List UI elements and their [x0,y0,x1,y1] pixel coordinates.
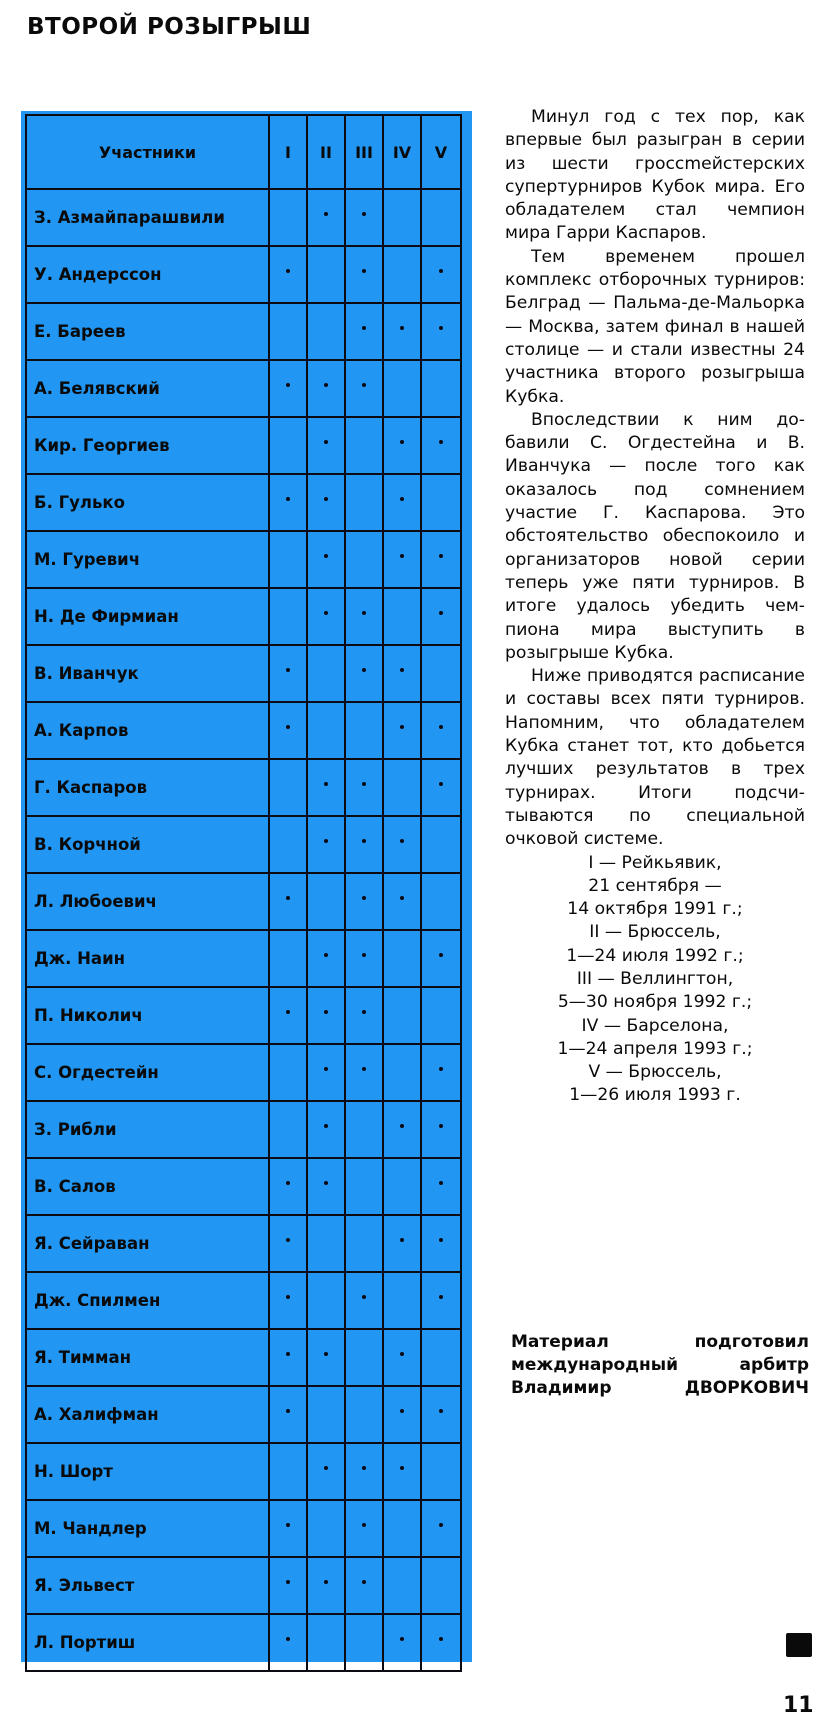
participation-dot-icon [400,1637,404,1641]
table-row [26,1614,461,1671]
participation-cell-tournament-5 [421,246,461,303]
participation-dot-icon [324,953,328,957]
participation-dot-icon [286,1409,290,1413]
participation-dot-icon [400,440,404,444]
table-row [26,1500,461,1557]
participation-cell-tournament-2 [307,987,345,1044]
participation-cell-tournament-2 [307,360,345,417]
table-row [26,645,461,702]
participation-cell-tournament-2 [307,1272,345,1329]
participation-cell-tournament-4 [383,1272,421,1329]
participant-name: П. Николич [26,987,269,1044]
participation-cell-tournament-3 [345,474,383,531]
participation-cell-tournament-2 [307,1101,345,1158]
participation-dot-icon [400,1124,404,1128]
table-row [26,1557,461,1614]
participation-cell-tournament-5 [421,1614,461,1671]
participation-dot-icon [286,269,290,273]
participation-dot-icon [362,1067,366,1071]
participation-dot-icon [324,1181,328,1185]
participation-cell-tournament-2 [307,1443,345,1500]
participation-cell-tournament-1 [269,417,307,474]
participation-dot-icon [400,668,404,672]
participation-dot-icon [324,212,328,216]
table-row [26,1215,461,1272]
column-header-tournament-5: V [421,115,461,189]
participation-cell-tournament-3 [345,1215,383,1272]
participation-dot-icon [439,1238,443,1242]
participation-dot-icon [362,212,366,216]
participant-name: М. Гуревич [26,531,269,588]
participation-cell-tournament-5 [421,702,461,759]
participation-cell-tournament-1 [269,816,307,873]
participant-name: З. Рибли [26,1101,269,1158]
participation-cell-tournament-4 [383,702,421,759]
participation-dot-icon [400,1238,404,1242]
participation-dot-icon [362,782,366,786]
participant-name: Кир. Георгиев [26,417,269,474]
participation-cell-tournament-3 [345,246,383,303]
participation-dot-icon [286,1295,290,1299]
table-row [26,1272,461,1329]
participation-cell-tournament-4 [383,588,421,645]
table-row [26,1443,461,1500]
participation-cell-tournament-4 [383,987,421,1044]
participation-cell-tournament-5 [421,930,461,987]
schedule-tournament: III — Веллингтон, [576,968,734,989]
schedule-tournament: V — Брюссель, [588,1062,722,1083]
participation-cell-tournament-4 [383,1443,421,1500]
participation-cell-tournament-2 [307,1386,345,1443]
participation-cell-tournament-5 [421,360,461,417]
participation-dot-icon [362,896,366,900]
participation-dot-icon [400,839,404,843]
participation-cell-tournament-2 [307,1329,345,1386]
schedule-dates: 21 сентября — [588,875,722,896]
participation-dot-icon [439,611,443,615]
participation-cell-tournament-1 [269,1158,307,1215]
participants-table [25,114,462,1672]
participation-dot-icon [286,1238,290,1242]
participation-cell-tournament-1 [269,1044,307,1101]
participation-dot-icon [286,896,290,900]
participant-name: Б. Гулько [26,474,269,531]
participation-cell-tournament-2 [307,645,345,702]
participation-dot-icon [286,668,290,672]
participation-cell-tournament-1 [269,1500,307,1557]
participation-cell-tournament-1 [269,1215,307,1272]
participation-cell-tournament-3 [345,1443,383,1500]
participation-dot-icon [439,725,443,729]
participation-dot-icon [286,497,290,501]
participation-cell-tournament-5 [421,1500,461,1557]
credit-line: международный арбитр [511,1355,809,1375]
participant-name: Я. Сейраван [26,1215,269,1272]
participation-cell-tournament-1 [269,759,307,816]
column-header-tournament-1: I [269,115,307,189]
participation-cell-tournament-1 [269,645,307,702]
participation-dot-icon [362,611,366,615]
table-row [26,1101,461,1158]
participation-cell-tournament-4 [383,303,421,360]
credit-line: Владимир ДВОРКОВИЧ [511,1378,809,1398]
participation-cell-tournament-4 [383,1557,421,1614]
participation-dot-icon [400,1409,404,1413]
participation-dot-icon [362,1466,366,1470]
participation-cell-tournament-3 [345,873,383,930]
participation-cell-tournament-1 [269,1386,307,1443]
participation-dot-icon [324,839,328,843]
participant-name: С. Огдестейн [26,1044,269,1101]
participation-cell-tournament-4 [383,1158,421,1215]
participation-cell-tournament-1 [269,531,307,588]
participation-cell-tournament-3 [345,1158,383,1215]
participation-cell-tournament-5 [421,1044,461,1101]
participation-cell-tournament-2 [307,1557,345,1614]
participation-cell-tournament-4 [383,759,421,816]
schedule-dates: 1—24 апреля 1993 г.; [557,1038,753,1059]
article-paragraph: Ниже приводятся расписание и составы всех пяти турниров. Напомним, что обладателем Кубка станет тот, кто добьется лучших результатов в трех турнирах. Итоги подсчитываются по специальной очковой системе. [505,666,805,850]
participant-name: У. Андерссон [26,246,269,303]
participation-cell-tournament-4 [383,645,421,702]
participation-cell-tournament-4 [383,1386,421,1443]
participation-dot-icon [362,1295,366,1299]
participation-dot-icon [286,1010,290,1014]
participation-cell-tournament-4 [383,1044,421,1101]
participation-dot-icon [286,1523,290,1527]
participation-cell-tournament-5 [421,987,461,1044]
participation-dot-icon [439,782,443,786]
participation-dot-icon [439,1637,443,1641]
participation-cell-tournament-2 [307,1500,345,1557]
participation-cell-tournament-1 [269,1272,307,1329]
participation-cell-tournament-2 [307,702,345,759]
participation-cell-tournament-2 [307,588,345,645]
table-row [26,930,461,987]
participation-dot-icon [362,383,366,387]
participation-dot-icon [439,269,443,273]
participation-cell-tournament-2 [307,1158,345,1215]
participation-cell-tournament-2 [307,930,345,987]
schedule-tournament: I — Рейкьявик, [588,852,722,873]
participation-cell-tournament-4 [383,1215,421,1272]
table-row [26,987,461,1044]
participation-dot-icon [400,554,404,558]
participation-cell-tournament-5 [421,1101,461,1158]
participation-cell-tournament-1 [269,246,307,303]
participation-dot-icon [362,953,366,957]
participation-cell-tournament-3 [345,1386,383,1443]
participation-dot-icon [439,440,443,444]
participation-cell-tournament-1 [269,1614,307,1671]
participant-name: В. Иванчук [26,645,269,702]
participation-cell-tournament-2 [307,1614,345,1671]
participation-cell-tournament-3 [345,360,383,417]
end-of-article-square-icon [786,1633,812,1657]
credit-line: Материал подготовил [511,1332,809,1352]
participant-name: А. Белявский [26,360,269,417]
table-body [26,189,461,1671]
participation-dot-icon [324,1466,328,1470]
participant-name: В. Корчной [26,816,269,873]
participation-dot-icon [400,497,404,501]
participation-dot-icon [439,1295,443,1299]
participation-cell-tournament-1 [269,1557,307,1614]
participation-cell-tournament-2 [307,1215,345,1272]
table-row [26,873,461,930]
participation-dot-icon [324,554,328,558]
participation-dot-icon [324,1580,328,1584]
table-row [26,189,461,246]
participation-cell-tournament-5 [421,1557,461,1614]
participant-name: Дж. Наин [26,930,269,987]
participation-dot-icon [439,1523,443,1527]
participation-dot-icon [439,953,443,957]
participant-name: Я. Тимман [26,1329,269,1386]
table-row [26,1329,461,1386]
participation-dot-icon [400,1466,404,1470]
article-column [505,106,805,1108]
tournament-schedule [505,852,805,1108]
participation-cell-tournament-4 [383,1101,421,1158]
participation-cell-tournament-5 [421,588,461,645]
participation-dot-icon [400,1352,404,1356]
participation-cell-tournament-5 [421,417,461,474]
participation-cell-tournament-3 [345,303,383,360]
participant-name: В. Салов [26,1158,269,1215]
participation-cell-tournament-4 [383,873,421,930]
participation-cell-tournament-3 [345,417,383,474]
participation-dot-icon [286,1352,290,1356]
participation-cell-tournament-3 [345,987,383,1044]
participation-dot-icon [362,839,366,843]
participation-cell-tournament-5 [421,189,461,246]
table-row [26,417,461,474]
participant-name: Л. Портиш [26,1614,269,1671]
participation-cell-tournament-4 [383,1500,421,1557]
participation-cell-tournament-5 [421,1215,461,1272]
participation-dot-icon [286,1181,290,1185]
table-row [26,1158,461,1215]
participation-cell-tournament-3 [345,759,383,816]
participation-cell-tournament-2 [307,759,345,816]
participation-dot-icon [324,497,328,501]
headline: ВТОРОЙ РОЗЫГРЫШ [27,14,312,40]
participation-cell-tournament-5 [421,816,461,873]
table-row [26,531,461,588]
table-row [26,474,461,531]
participation-cell-tournament-2 [307,303,345,360]
participation-cell-tournament-5 [421,303,461,360]
participation-cell-tournament-5 [421,1272,461,1329]
participant-name: А. Карпов [26,702,269,759]
participation-cell-tournament-2 [307,246,345,303]
participant-name: А. Халифман [26,1386,269,1443]
participant-name: Н. Шорт [26,1443,269,1500]
participation-dot-icon [362,668,366,672]
participation-cell-tournament-3 [345,189,383,246]
participation-cell-tournament-5 [421,474,461,531]
participation-dot-icon [324,1010,328,1014]
article-paragraph: Минул год с тех пор, как впервые был разыгран в серии из шести гроссmейстерских супертурниров Кубок мира. Его обладателем стал чемпион мира Гарри Каспаров. [505,107,805,244]
participation-cell-tournament-2 [307,417,345,474]
participation-cell-tournament-4 [383,816,421,873]
participation-dot-icon [286,725,290,729]
participation-cell-tournament-1 [269,189,307,246]
participation-dot-icon [324,611,328,615]
participation-dot-icon [400,725,404,729]
participation-cell-tournament-3 [345,1044,383,1101]
participation-cell-tournament-3 [345,1500,383,1557]
column-header-tournament-2: II [307,115,345,189]
participation-dot-icon [324,782,328,786]
participation-dot-icon [439,1067,443,1071]
schedule-dates: 1—24 июля 1992 г.; [566,945,744,966]
column-header-participants: Участники [26,115,269,189]
table-row [26,816,461,873]
participation-dot-icon [324,383,328,387]
article-paragraph: Тем временем прошел комплекс отборочных турниров: Белград — Пальма-де-Мальорка — Москва, затем финал в нашей столице — и стали известны 24 участника второго розыгрыша Кубка. [505,246,805,407]
participation-dot-icon [439,554,443,558]
table-header-row [26,115,461,189]
participation-cell-tournament-3 [345,531,383,588]
participation-dot-icon [439,1124,443,1128]
table-row [26,1044,461,1101]
participant-name: Дж. Спилмен [26,1272,269,1329]
participation-cell-tournament-4 [383,246,421,303]
participation-cell-tournament-3 [345,1557,383,1614]
participation-cell-tournament-3 [345,1272,383,1329]
participation-cell-tournament-5 [421,1386,461,1443]
participation-cell-tournament-5 [421,1158,461,1215]
schedule-tournament: II — Брюссель, [589,922,721,943]
participation-cell-tournament-5 [421,1329,461,1386]
participation-dot-icon [362,269,366,273]
participation-cell-tournament-2 [307,531,345,588]
schedule-dates: 1—26 июля 1993 г. [569,1085,741,1106]
participation-dot-icon [400,896,404,900]
participation-cell-tournament-5 [421,531,461,588]
participation-cell-tournament-1 [269,702,307,759]
participation-cell-tournament-4 [383,189,421,246]
participation-cell-tournament-3 [345,1614,383,1671]
table-row [26,1386,461,1443]
participation-cell-tournament-2 [307,873,345,930]
participation-dot-icon [362,1010,366,1014]
participant-name: Я. Эльвест [26,1557,269,1614]
participation-dot-icon [324,1352,328,1356]
participation-cell-tournament-1 [269,873,307,930]
participant-name: З. Азмайпарашвили [26,189,269,246]
participation-cell-tournament-1 [269,1329,307,1386]
participation-cell-tournament-3 [345,1101,383,1158]
table-row [26,246,461,303]
participation-dot-icon [286,383,290,387]
participation-cell-tournament-4 [383,360,421,417]
participant-name: Н. Де Фирмиан [26,588,269,645]
table-row [26,759,461,816]
participation-dot-icon [439,1181,443,1185]
participation-cell-tournament-4 [383,1614,421,1671]
participation-cell-tournament-3 [345,930,383,987]
article-paragraph: Впоследствии к ним добавили С. Огдестейна и В. Иванчука — после того как оказалось под сомнением участие Г. Каспарова. Это обстоятельство обеспокоило и организаторов новой серии теперь уже пяти турниров. В итоге удалось убедить чемпиона мира выступить в розыгрыше Кубка. [505,409,805,663]
participation-cell-tournament-5 [421,873,461,930]
author-credit [511,1331,809,1400]
participation-dot-icon [324,440,328,444]
participation-cell-tournament-1 [269,1101,307,1158]
participation-dot-icon [439,1409,443,1413]
participation-dot-icon [286,1637,290,1641]
participant-name: Г. Каспаров [26,759,269,816]
participation-cell-tournament-3 [345,702,383,759]
participation-dot-icon [324,1124,328,1128]
participation-dot-icon [362,1580,366,1584]
column-header-tournament-3: III [345,115,383,189]
participation-cell-tournament-2 [307,474,345,531]
participation-cell-tournament-4 [383,474,421,531]
participation-cell-tournament-5 [421,1443,461,1500]
participation-cell-tournament-4 [383,1329,421,1386]
column-header-tournament-4: IV [383,115,421,189]
participation-cell-tournament-4 [383,531,421,588]
schedule-dates: 14 октября 1991 г.; [567,899,743,920]
participation-cell-tournament-4 [383,930,421,987]
participation-dot-icon [400,326,404,330]
participation-dot-icon [362,326,366,330]
participation-cell-tournament-2 [307,189,345,246]
page-number: 11 [783,1693,814,1718]
participation-dot-icon [286,1580,290,1584]
participant-name: М. Чандлер [26,1500,269,1557]
participation-cell-tournament-1 [269,360,307,417]
participation-cell-tournament-1 [269,303,307,360]
participation-cell-tournament-4 [383,417,421,474]
participation-cell-tournament-3 [345,588,383,645]
schedule-tournament: IV — Барселона, [581,1015,729,1036]
participant-name: Е. Бареев [26,303,269,360]
table-row [26,303,461,360]
participation-cell-tournament-5 [421,645,461,702]
table-row [26,702,461,759]
participation-cell-tournament-5 [421,759,461,816]
participant-name: Л. Любоевич [26,873,269,930]
participation-cell-tournament-2 [307,1044,345,1101]
participation-cell-tournament-1 [269,474,307,531]
participation-dot-icon [362,1523,366,1527]
participation-cell-tournament-2 [307,816,345,873]
participation-cell-tournament-3 [345,816,383,873]
participation-cell-tournament-1 [269,930,307,987]
table-row [26,360,461,417]
participation-cell-tournament-3 [345,1329,383,1386]
schedule-dates: 5—30 ноября 1992 г.; [557,992,753,1013]
table-row [26,588,461,645]
participation-dot-icon [324,1067,328,1071]
participation-cell-tournament-1 [269,588,307,645]
participation-cell-tournament-1 [269,987,307,1044]
participation-cell-tournament-1 [269,1443,307,1500]
participation-cell-tournament-3 [345,645,383,702]
participants-table-panel [21,111,472,1662]
participation-dot-icon [439,326,443,330]
